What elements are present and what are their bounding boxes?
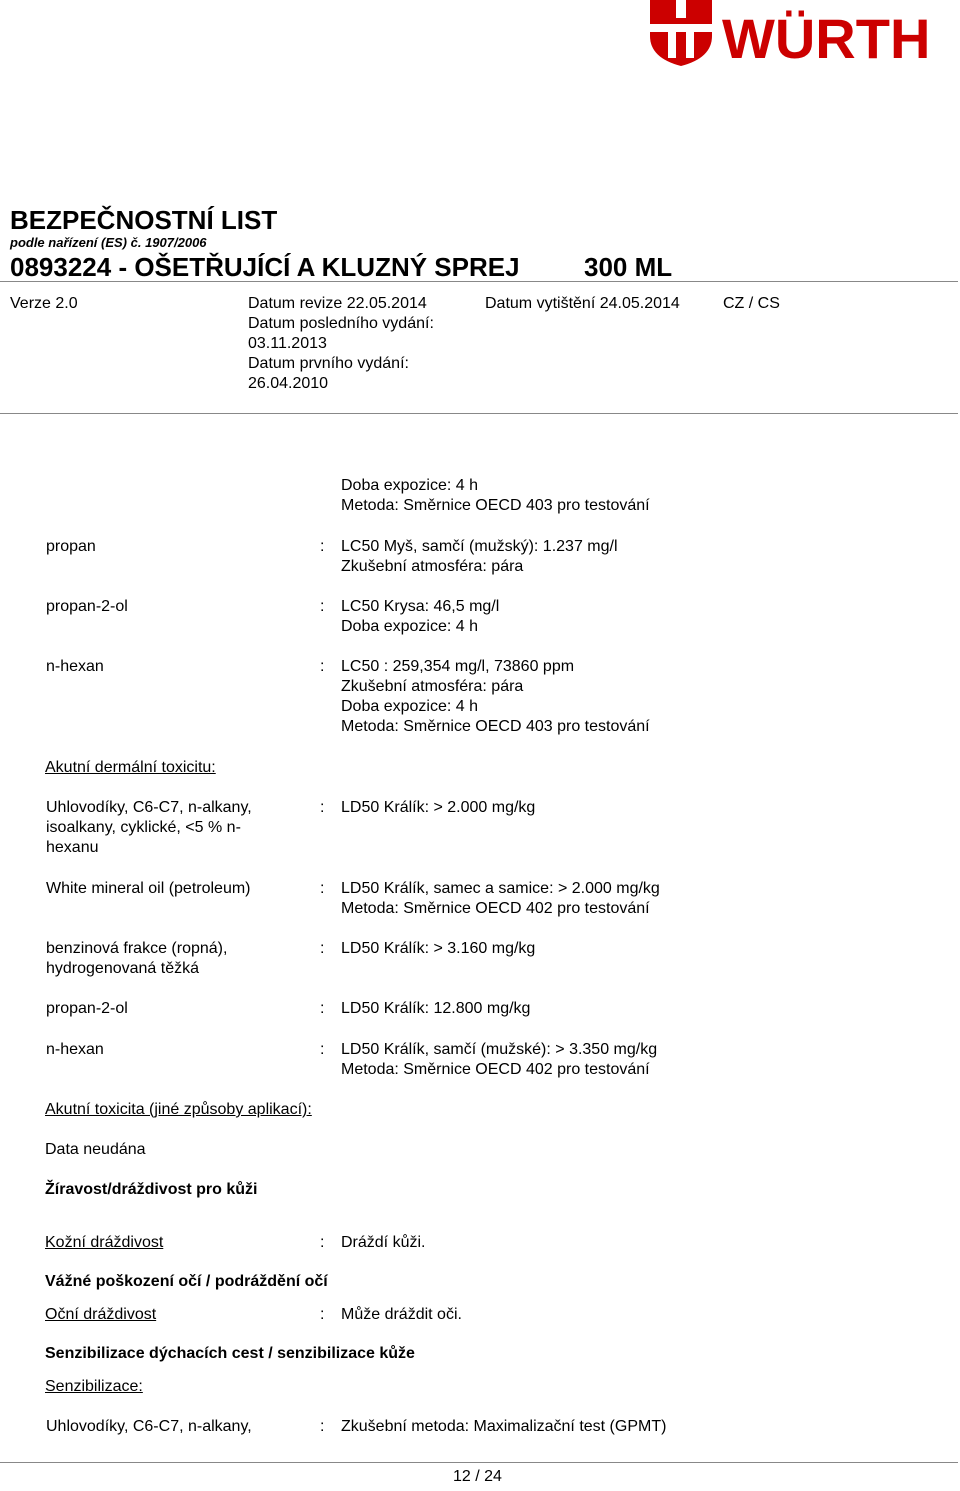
substance-name: hexanu [46,839,99,856]
value-line: Metoda: Směrnice OECD 403 pro testování [341,718,650,735]
value-line: Doba expozice: 4 h [341,618,478,635]
value-line: LD50 Králík: > 3.160 mg/kg [341,940,536,957]
first-issue-label: Datum prvního vydání: [248,355,409,372]
colon: : [320,1041,325,1058]
eye-label: Oční dráždivost [45,1306,157,1323]
header-bottom-divider [0,413,958,414]
skin-heading: Žíravost/dráždivost pro kůži [45,1181,258,1198]
value-line: LD50 Králík: > 2.000 mg/kg [341,799,536,816]
substance-name: benzinová frakce (ropná), [46,940,228,957]
value-line: Zkušební metoda: Maximalizační test (GPMT) [341,1418,667,1435]
value-line: Zkušební atmosféra: pára [341,678,524,695]
sensitization-heading: Senzibilizace dýchacích cest / senzibilizace kůže [45,1345,415,1362]
value-line: Metoda: Směrnice OECD 402 pro testování [341,900,650,917]
skin-value: Dráždí kůži. [341,1234,426,1251]
footer-divider [0,1462,958,1463]
value-line: LD50 Králík: 12.800 mg/kg [341,1000,531,1017]
substance-name: n-hexan [46,658,104,675]
other-routes-heading: Akutní toxicita (jiné způsoby aplikací): [45,1101,312,1118]
colon: : [320,799,325,816]
value-line: LD50 Králík, samec a samice: > 2.000 mg/kg [341,880,660,897]
eye-heading: Vážné poškození očí / podráždění očí [45,1273,328,1290]
value-line: Zkušební atmosféra: pára [341,558,524,575]
value-line: LC50 Krysa: 46,5 mg/l [341,598,500,615]
colon: : [320,1000,325,1017]
colon: : [320,538,325,555]
colon: : [320,880,325,897]
revision-date: Datum revize 22.05.2014 [248,295,427,312]
colon: : [320,598,325,615]
regulation-subtitle: podle nařízení (ES) č. 1907/2006 [10,235,207,250]
colon: : [320,1306,325,1323]
value-line: LC50 : 259,354 mg/l, 73860 ppm [341,658,575,675]
substance-name: isoalkany, cyklické, <5 % n- [46,819,241,836]
value-line: LC50 Myš, samčí (mužský): 1.237 mg/l [341,538,618,555]
value-line: LD50 Králík, samčí (mužské): > 3.350 mg/kg [341,1041,658,1058]
value-line: Doba expozice: 4 h [341,477,478,494]
last-issue-date: 03.11.2013 [248,335,327,352]
last-issue-label: Datum posledního vydání: [248,315,434,332]
substance-name: propan-2-ol [46,1000,128,1017]
wurth-logo [650,0,950,70]
dermal-heading: Akutní dermální toxicitu: [45,759,216,776]
colon: : [320,658,325,675]
other-routes-value: Data neudána [45,1141,146,1158]
product-name: 0893224 - OŠETŘUJÍCÍ A KLUZNÝ SPREJ [10,252,520,282]
product-quantity: 300 ML [584,252,673,282]
value-line: Doba expozice: 4 h [341,698,478,715]
substance-name: hydrogenovaná těžká [46,960,199,977]
value-line: Metoda: Směrnice OECD 402 pro testování [341,1061,650,1078]
colon: : [320,1418,325,1435]
substance-name: n-hexan [46,1041,104,1058]
substance-name: Uhlovodíky, C6-C7, n-alkany, [46,1418,252,1435]
colon: : [320,1234,325,1251]
first-issue-date: 26.04.2010 [248,375,329,392]
svg-text:WÜRTH: WÜRTH [722,7,931,70]
value-line: Metoda: Směrnice OECD 403 pro testování [341,497,650,514]
page-title: BEZPEČNOSTNÍ LIST [10,205,278,235]
substance-name: White mineral oil (petroleum) [46,880,251,897]
print-date: Datum vytištění 24.05.2014 [485,295,680,312]
substance-name: Uhlovodíky, C6-C7, n-alkany, [46,799,252,816]
skin-label: Kožní dráždivost [45,1234,164,1251]
substance-name: propan [46,538,96,555]
page-number: 12 / 24 [453,1468,502,1485]
header-divider [0,281,958,282]
locale: CZ / CS [723,295,780,312]
eye-value: Může dráždit oči. [341,1306,462,1323]
version: Verze 2.0 [10,295,78,312]
substance-name: propan-2-ol [46,598,128,615]
sensitization-label: Senzibilizace: [45,1378,143,1395]
colon: : [320,940,325,957]
